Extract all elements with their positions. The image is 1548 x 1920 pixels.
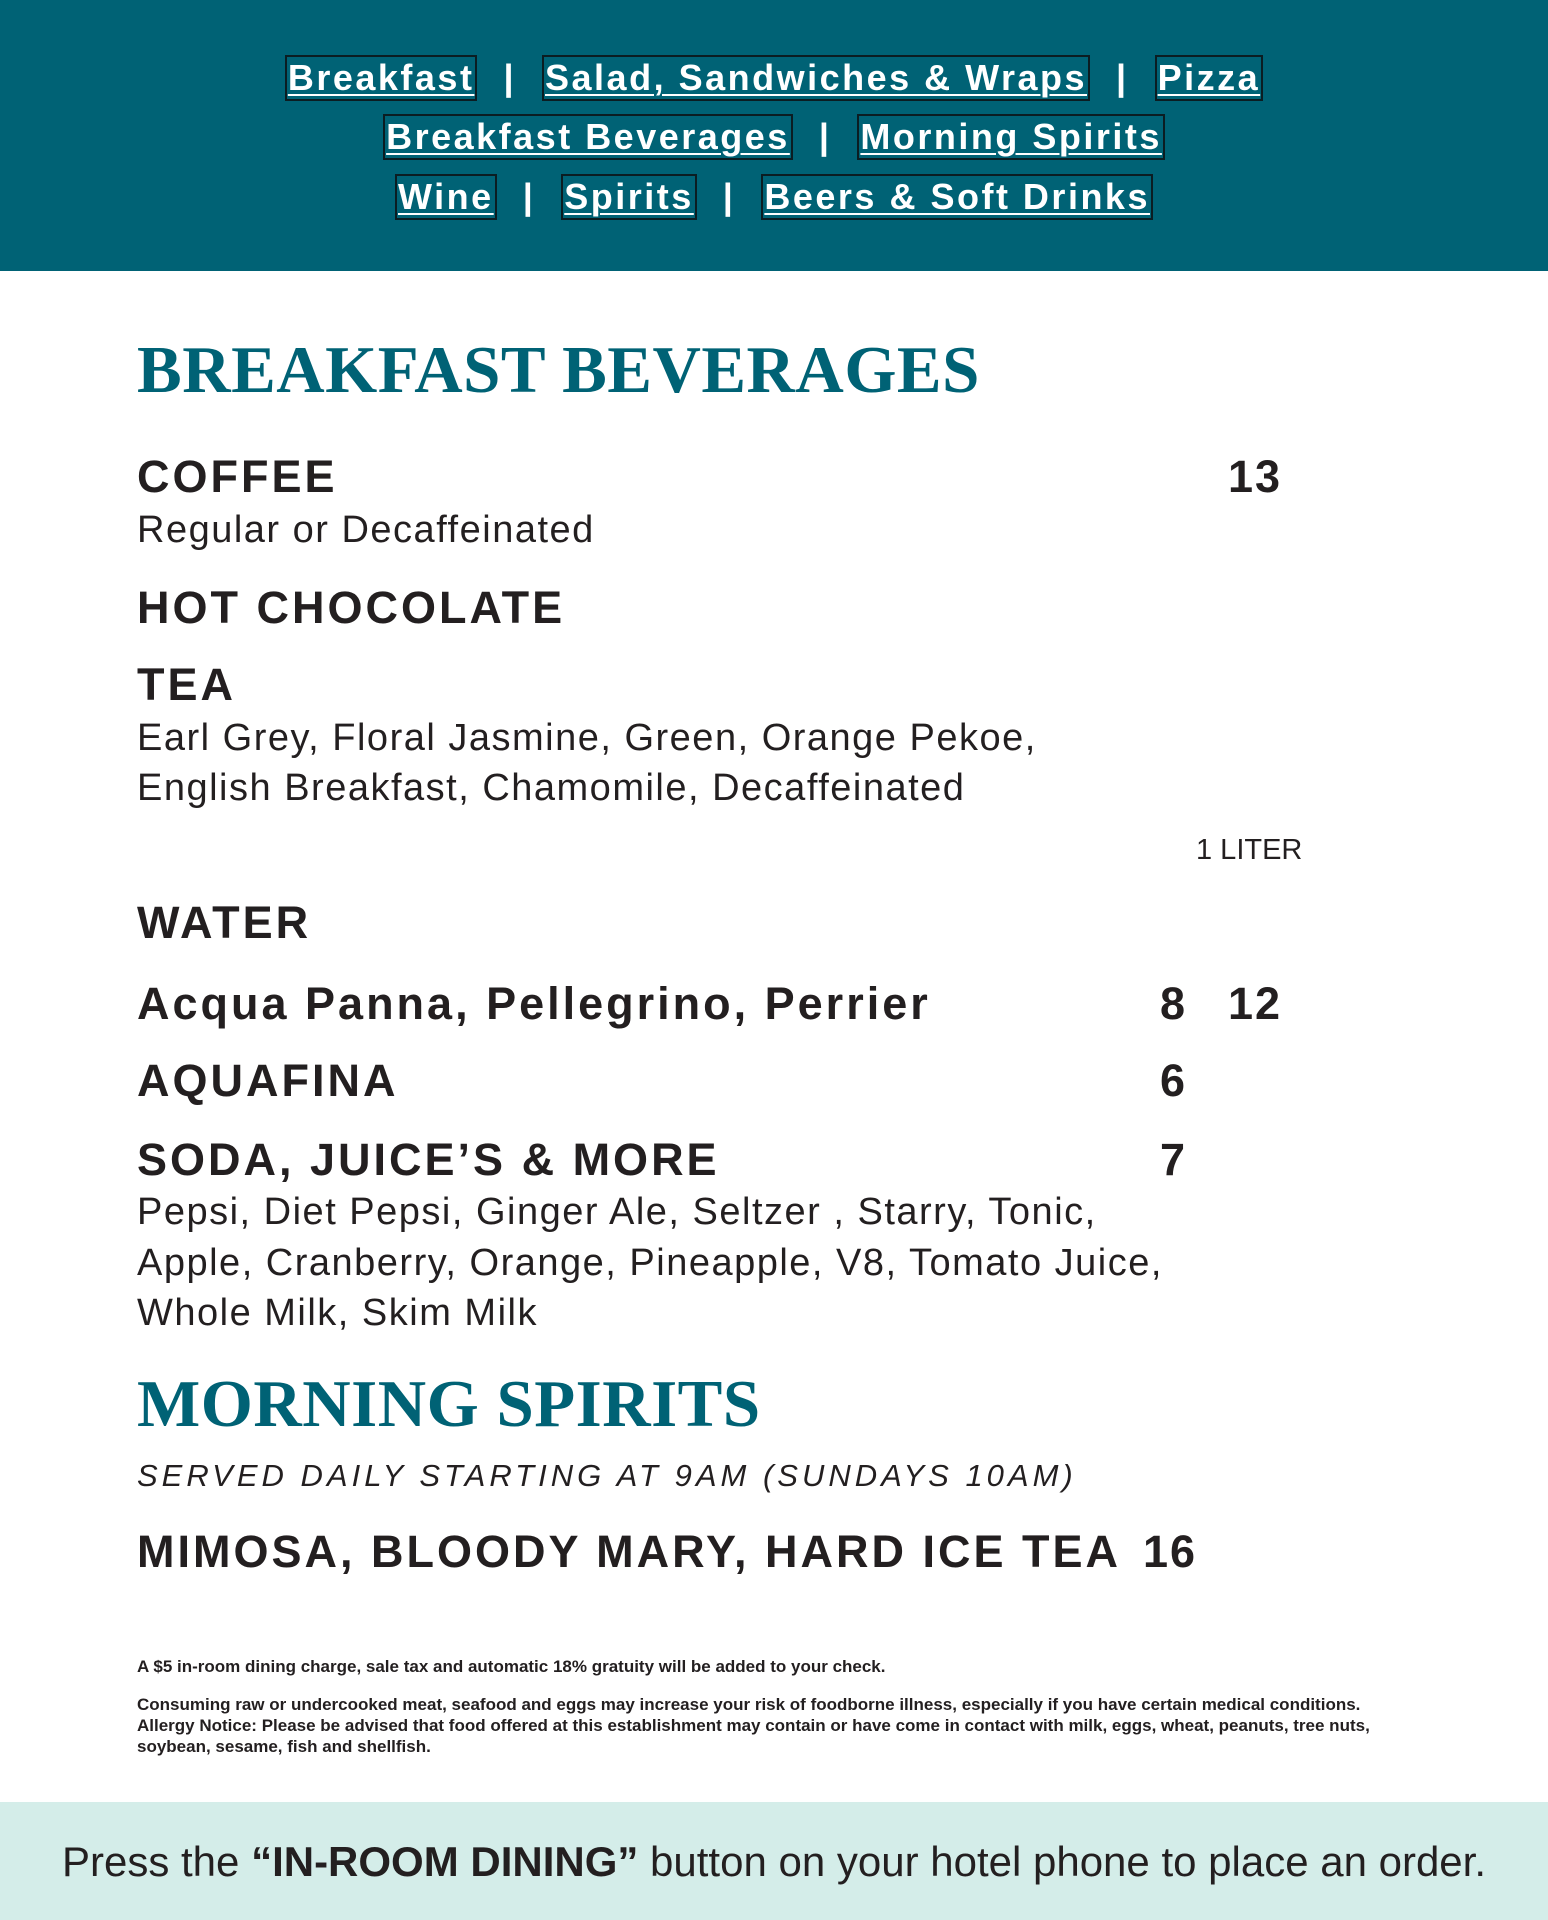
item-name-hot-chocolate: HOT CHOCOLATE [137,582,566,633]
item-name-soda-juice-more: SODA, JUICE’S & MORE [137,1134,720,1185]
nav-row-1 [0,55,1548,101]
item-name-morning-cocktails: MIMOSA, BLOODY MARY, HARD ICE TEA [137,1526,1122,1577]
allergy-notice: Allergy Notice: Please be advised that food offered at this establishment may contain or have come in contact with milk, eggs, wheat, peanuts, tree nuts, soybean, sesame, fish and shellfish. [137,1716,1370,1756]
order-instructions-suffix: button on your hotel phone to place an order. [638,1838,1487,1885]
order-instructions-banner [0,1802,1548,1920]
item-description-soda-line-1: Pepsi, Diet Pepsi, Ginger Ale, Seltzer , Starry, Tonic, [137,1191,1097,1233]
consumption-warning: Consuming raw or undercooked meat, seafood and eggs may increase your risk of foodborne illness, especially if you have certain medical conditions. [137,1695,1361,1714]
item-name-tea: TEA [137,659,236,710]
nav-separator: | [522,176,536,217]
nav-link-wine[interactable]: Wine [395,174,497,220]
in-room-dining-emphasis: “IN-ROOM DINING” [251,1838,639,1885]
item-name-coffee: COFFEE [137,451,338,502]
section-title-breakfast-beverages: BREAKFAST BEVERAGES [137,333,980,407]
served-hours-note: SERVED DAILY STARTING AT 9AM (SUNDAYS 10AM) [137,1458,1077,1493]
nav-row-3 [0,174,1548,220]
price-aquafina: 6 [1160,1055,1188,1106]
price-premium-water-liter: 12 [1228,978,1283,1029]
nav-link-beers-soft-drinks[interactable]: Beers & Soft Drinks [761,174,1153,220]
item-description-tea-line-2: English Breakfast, Chamomile, Decaffeinated [137,767,966,809]
menu-navigation [0,0,1548,271]
order-instructions [0,1838,1548,1886]
nav-link-pizza[interactable]: Pizza [1155,55,1264,101]
nav-link-spirits[interactable]: Spirits [561,174,697,220]
nav-separator: | [722,176,736,217]
order-instructions-prefix: Press the [61,1838,252,1885]
price-morning-cocktails: 16 [1143,1526,1198,1577]
nav-link-breakfast-beverages[interactable]: Breakfast Beverages [383,114,793,160]
in-room-dining-charge-notice: A $5 in-room dining charge, sale tax and automatic 18% gratuity will be added to your check. [137,1657,886,1676]
item-description-coffee: Regular or Decaffeinated [137,509,595,551]
nav-separator: | [1116,57,1129,98]
price-soda-juice-more: 7 [1160,1134,1188,1185]
nav-row-2 [0,114,1548,160]
size-label-1-liter: 1 LITER [1196,834,1303,866]
item-name-water: WATER [137,897,312,948]
nav-separator: | [503,57,517,98]
item-description-soda-line-2: Apple, Cranberry, Orange, Pineapple, V8, Tomato Juice, [137,1242,1163,1284]
nav-link-morning-spirits[interactable]: Morning Spirits [857,114,1165,160]
item-description-soda-line-3: Whole Milk, Skim Milk [137,1292,538,1334]
nav-link-breakfast[interactable]: Breakfast [285,55,478,101]
section-title-morning-spirits: MORNING SPIRITS [137,1367,761,1441]
item-name-premium-water: Acqua Panna, Pellegrino, Perrier [137,978,931,1029]
item-name-aquafina: AQUAFINA [137,1055,399,1106]
price-premium-water-regular: 8 [1160,978,1188,1029]
food-safety-warning [137,1694,1427,1757]
nav-separator: | [818,116,832,157]
nav-link-salad-sandwiches-wraps[interactable]: Salad, Sandwiches & Wraps [542,55,1090,101]
price-coffee: 13 [1228,451,1283,502]
item-description-tea-line-1: Earl Grey, Floral Jasmine, Green, Orange Pekoe, [137,717,1037,759]
